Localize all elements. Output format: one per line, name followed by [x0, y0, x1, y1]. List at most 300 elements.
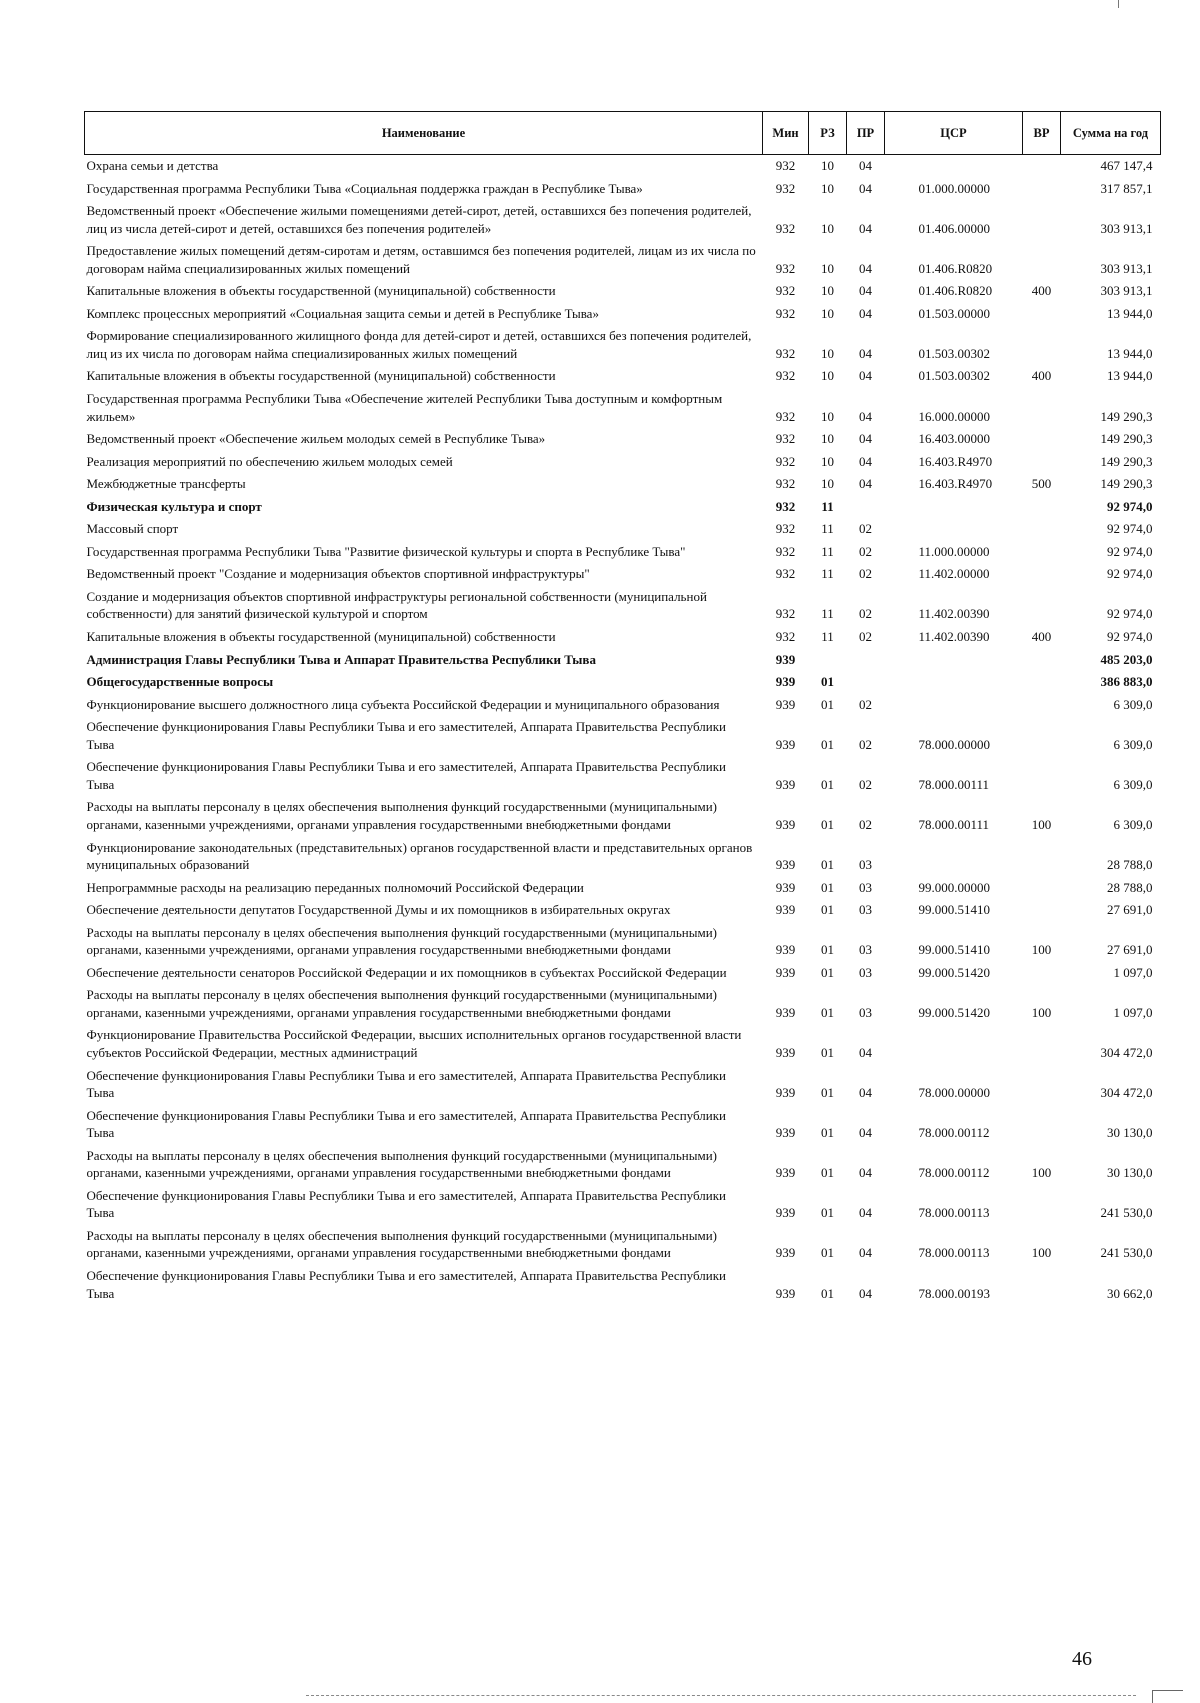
- cell-pr: [847, 496, 885, 519]
- cell-name: Обеспечение функционирования Главы Республики Тыва и его заместителей, Аппарата Правительства Республики Тыва: [86, 719, 726, 752]
- cell-sum: 28 788,0: [1107, 857, 1153, 873]
- cell-vr: [1023, 388, 1061, 428]
- cell-vr: [1023, 1105, 1061, 1145]
- cell-csr: 01.406.R0820: [918, 283, 993, 299]
- cell-pr: 04: [859, 180, 872, 196]
- cell-min: 932: [775, 305, 796, 321]
- cell-rz: 01: [821, 776, 834, 792]
- cell-vr: [1023, 178, 1061, 201]
- cell-rz: 01: [821, 1165, 834, 1181]
- cell-pr: 03: [859, 857, 872, 873]
- budget-table: [84, 111, 1161, 1305]
- cell-rz: 01: [821, 942, 834, 958]
- cell-csr: 01.406.R0820: [918, 260, 993, 276]
- cell-csr: 78.000.00000: [918, 736, 990, 752]
- table-row: [85, 280, 1161, 303]
- cell-sum: 241 530,0: [1100, 1245, 1153, 1261]
- cell-vr: [1023, 1265, 1061, 1305]
- cell-csr: [885, 1024, 1023, 1064]
- cell-pr: 03: [859, 902, 872, 918]
- cell-name: Обеспечение функционирования Главы Республики Тыва и его заместителей, Аппарата Правительства Республики Тыва: [86, 1107, 726, 1141]
- cell-vr: [1023, 496, 1061, 519]
- cell-sum: 1 097,0: [1113, 1004, 1153, 1020]
- cell-pr: 04: [859, 368, 872, 384]
- table-row: [85, 922, 1161, 962]
- header-vr: ВР: [1023, 112, 1061, 155]
- cell-name: Капитальные вложения в объекты государственной (муниципальной) собственности: [86, 283, 556, 299]
- cell-min: 932: [775, 606, 796, 622]
- cell-pr: 04: [859, 158, 872, 173]
- cell-min: 932: [775, 180, 796, 196]
- cell-sum: 6 309,0: [1113, 696, 1153, 712]
- table-header-row: [85, 112, 1161, 155]
- cell-pr: 04: [859, 305, 872, 321]
- cell-csr: 01.503.00000: [918, 305, 990, 321]
- cell-pr: 04: [859, 1205, 872, 1221]
- table-row: [85, 496, 1161, 519]
- cell-pr: 04: [859, 476, 872, 492]
- cell-csr: 16.403.R4970: [918, 476, 993, 492]
- cell-rz: 01: [821, 1085, 834, 1101]
- cell-pr: 02: [859, 543, 872, 559]
- cell-rz: 11: [821, 498, 834, 514]
- cell-pr: 03: [859, 964, 872, 980]
- cell-name: Администрация Главы Республики Тыва и Аппарат Правительства Республики Тыва: [86, 651, 596, 667]
- cell-min: 939: [775, 1085, 796, 1101]
- cell-rz: 10: [821, 453, 834, 469]
- table-row: [85, 178, 1161, 201]
- cell-vr: 500: [1031, 476, 1052, 492]
- cell-csr: 16.403.R4970: [918, 453, 993, 469]
- header-name: Наименование: [85, 112, 763, 155]
- cell-sum: 304 472,0: [1100, 1085, 1153, 1101]
- cell-name: Комплекс процессных мероприятий «Социальная защита семьи и детей в Республике Тыва»: [86, 305, 599, 321]
- table-row: [85, 365, 1161, 388]
- cell-name: Расходы на выплаты персоналу в целях обеспечения выполнения функций государственными (муниципальными) органами, казенными учреждениями, органами управления государственными внебюджетными фондами: [86, 799, 718, 832]
- cell-name: Общегосударственные вопросы: [86, 674, 274, 690]
- page-number: 46: [1072, 1648, 1092, 1670]
- cell-pr: 02: [859, 566, 872, 582]
- table-row: [85, 1265, 1161, 1305]
- cell-name: Обеспечение функционирования Главы Республики Тыва и его заместителей, Аппарата Правительства Республики Тыва: [86, 1267, 726, 1301]
- cell-vr: [1023, 586, 1061, 626]
- header-pr: ПР: [847, 112, 885, 155]
- cell-vr: 400: [1031, 368, 1052, 384]
- cell-rz: 01: [821, 1285, 834, 1301]
- bottom-rule: [306, 1695, 1136, 1696]
- cell-name: Ведомственный проект «Обеспечение жилыми помещениями детей-сирот, детей, оставшихся без попечения родителей, лиц из числа детей-сирот и детей, оставшихся без попечения родителей»: [86, 203, 752, 236]
- cell-min: 932: [775, 629, 796, 645]
- cell-pr: 02: [859, 629, 872, 645]
- cell-rz: 10: [821, 305, 834, 321]
- cell-rz: 01: [821, 736, 834, 752]
- cell-min: 939: [775, 1125, 796, 1141]
- table-row: [85, 1105, 1161, 1145]
- cell-pr: 04: [859, 345, 872, 361]
- cell-min: 932: [775, 158, 796, 173]
- cell-vr: [1023, 240, 1061, 280]
- cell-csr: 01.503.00302: [918, 345, 990, 361]
- cell-min: 939: [775, 1165, 796, 1181]
- budget-table-container: [84, 111, 1160, 1305]
- cell-vr: 100: [1031, 816, 1052, 832]
- cell-pr: 03: [859, 879, 872, 895]
- cell-csr: 99.000.51420: [918, 1004, 990, 1020]
- cell-name: Реализация мероприятий по обеспечению жильем молодых семей: [86, 453, 453, 469]
- cell-rz: 01: [821, 1125, 834, 1141]
- cell-vr: [1023, 899, 1061, 922]
- cell-min: 932: [775, 521, 796, 537]
- cell-rz: 10: [821, 220, 834, 236]
- cell-min: 939: [775, 857, 796, 873]
- cell-vr: [1023, 877, 1061, 900]
- cell-pr: 04: [859, 1165, 872, 1181]
- table-row: [85, 649, 1161, 672]
- cell-csr: [885, 155, 1023, 178]
- cell-min: 939: [775, 736, 796, 752]
- cell-sum: 303 913,1: [1100, 283, 1153, 299]
- cell-vr: [1023, 563, 1061, 586]
- cell-pr: 04: [859, 1245, 872, 1261]
- cell-name: Обеспечение функционирования Главы Республики Тыва и его заместителей, Аппарата Правительства Республики Тыва: [86, 759, 726, 792]
- table-row: [85, 240, 1161, 280]
- cell-vr: [1023, 756, 1061, 796]
- table-row: [85, 155, 1161, 178]
- cell-sum: 92 974,0: [1107, 606, 1153, 622]
- cell-name: Ведомственный проект "Создание и модернизация объектов спортивной инфраструктуры": [86, 566, 590, 582]
- cell-min: 939: [775, 1004, 796, 1020]
- cell-rz: 11: [821, 521, 834, 537]
- cell-vr: [1023, 671, 1061, 694]
- cell-sum: 28 788,0: [1107, 879, 1153, 895]
- cell-min: 932: [775, 260, 796, 276]
- cell-sum: 303 913,1: [1100, 220, 1153, 236]
- cell-min: 939: [775, 776, 796, 792]
- table-row: [85, 1024, 1161, 1064]
- cell-min: 932: [775, 431, 796, 447]
- cell-rz: 11: [821, 566, 834, 582]
- cell-vr: [1023, 837, 1061, 877]
- cell-pr: 02: [859, 696, 872, 712]
- cell-sum: 30 130,0: [1107, 1125, 1153, 1141]
- cell-csr: 78.000.00000: [918, 1085, 990, 1101]
- cell-vr: [1023, 303, 1061, 326]
- cell-csr: 11.402.00390: [918, 606, 990, 622]
- cell-csr: [885, 518, 1023, 541]
- cell-rz: 11: [821, 606, 834, 622]
- cell-vr: [1023, 200, 1061, 240]
- table-row: [85, 586, 1161, 626]
- cell-name: Обеспечение функционирования Главы Республики Тыва и его заместителей, Аппарата Правительства Республики Тыва: [86, 1067, 726, 1101]
- cell-vr: [1023, 649, 1061, 672]
- cell-min: 939: [775, 674, 796, 690]
- cell-sum: 149 290,3: [1100, 453, 1153, 469]
- cell-rz: 11: [821, 629, 834, 645]
- cell-pr: 04: [859, 431, 872, 447]
- cell-pr: 02: [859, 816, 872, 832]
- cell-vr: [1023, 962, 1061, 985]
- cell-csr: 78.000.00193: [918, 1285, 990, 1301]
- cell-vr: [1023, 1024, 1061, 1064]
- table-row: [85, 626, 1161, 649]
- cell-sum: 304 472,0: [1100, 1044, 1153, 1060]
- cell-rz: 01: [821, 816, 834, 832]
- cell-sum: 149 290,3: [1100, 408, 1153, 424]
- cell-vr: [1023, 428, 1061, 451]
- table-row: [85, 325, 1161, 365]
- cell-pr: 02: [859, 736, 872, 752]
- cell-name: Предоставление жилых помещений детям-сиротам и детям, оставшимся без попечения родителей, лицам из их числа по договорам найма специализированных жилых помещений: [86, 243, 756, 276]
- cell-rz: 10: [821, 408, 834, 424]
- cell-sum: 317 857,1: [1100, 180, 1153, 196]
- cell-rz: 10: [821, 476, 834, 492]
- cell-vr: 400: [1031, 629, 1052, 645]
- cell-pr: [847, 649, 885, 672]
- cell-min: 939: [775, 1285, 796, 1301]
- cell-pr: 04: [859, 283, 872, 299]
- cell-name: Государственная программа Республики Тыва «Обеспечение жителей Республики Тыва доступным и комфортным жильем»: [86, 391, 723, 424]
- cell-pr: 04: [859, 220, 872, 236]
- cell-vr: [1023, 155, 1061, 178]
- cell-sum: 149 290,3: [1100, 476, 1153, 492]
- header-rz: РЗ: [809, 112, 847, 155]
- cell-csr: 99.000.51410: [918, 902, 990, 918]
- cell-name: Функционирование законодательных (представительных) органов государственной власти и представительных органов муниципальных образований: [86, 839, 753, 873]
- cell-vr: 100: [1031, 1004, 1052, 1020]
- cell-rz: 01: [821, 1004, 834, 1020]
- cell-csr: 16.000.00000: [918, 408, 990, 424]
- cell-name: Массовый спорт: [86, 521, 179, 537]
- table-row: [85, 473, 1161, 496]
- table-row: [85, 388, 1161, 428]
- cell-csr: 01.000.00000: [918, 180, 990, 196]
- cell-name: Обеспечение деятельности депутатов Государственной Думы и их помощников в избирательных округах: [86, 902, 671, 918]
- table-row: [85, 694, 1161, 717]
- cell-csr: [885, 649, 1023, 672]
- header-csr: ЦСР: [885, 112, 1023, 155]
- table-row: [85, 451, 1161, 474]
- cell-csr: 78.000.00111: [918, 816, 990, 832]
- cell-min: 932: [775, 220, 796, 236]
- cell-sum: 149 290,3: [1100, 431, 1153, 447]
- cell-rz: [809, 649, 847, 672]
- corner-mark: [1152, 1690, 1183, 1703]
- table-row: [85, 563, 1161, 586]
- cell-csr: [885, 496, 1023, 519]
- cell-rz: 10: [821, 368, 834, 384]
- cell-sum: 27 691,0: [1107, 902, 1153, 918]
- cell-rz: 10: [821, 180, 834, 196]
- cell-vr: 100: [1031, 1165, 1052, 1181]
- cell-name: Государственная программа Республики Тыва «Социальная поддержка граждан в Республике Тыва»: [86, 180, 643, 196]
- cell-rz: 01: [821, 1245, 834, 1261]
- cell-vr: 400: [1031, 283, 1052, 299]
- table-row: [85, 984, 1161, 1024]
- cell-pr: 04: [859, 1085, 872, 1101]
- cell-rz: 01: [821, 696, 834, 712]
- cell-name: Расходы на выплаты персоналу в целях обеспечения выполнения функций государственными (муниципальными) органами, казенными учреждениями, органами управления государственными внебюджетными фондами: [86, 1147, 718, 1181]
- cell-min: 932: [775, 566, 796, 582]
- table-row: [85, 877, 1161, 900]
- cell-min: 932: [775, 368, 796, 384]
- cell-pr: 04: [859, 408, 872, 424]
- cell-csr: 11.402.00000: [918, 566, 990, 582]
- table-row: [85, 200, 1161, 240]
- cell-pr: 04: [859, 1125, 872, 1141]
- cell-csr: 11.000.00000: [918, 543, 990, 559]
- cell-csr: 01.503.00302: [918, 368, 990, 384]
- cell-min: 939: [775, 964, 796, 980]
- cell-min: 939: [775, 816, 796, 832]
- cell-min: 939: [775, 942, 796, 958]
- cell-sum: 92 974,0: [1107, 498, 1153, 514]
- cell-rz: 01: [821, 964, 834, 980]
- cell-sum: 6 309,0: [1113, 736, 1153, 752]
- cell-min: 939: [775, 1205, 796, 1221]
- table-row: [85, 756, 1161, 796]
- cell-vr: [1023, 325, 1061, 365]
- cell-csr: 11.402.00390: [918, 629, 990, 645]
- cell-name: Капитальные вложения в объекты государственной (муниципальной) собственности: [86, 368, 556, 384]
- cell-csr: [885, 694, 1023, 717]
- cell-rz: 01: [821, 1044, 834, 1060]
- table-row: [85, 716, 1161, 756]
- cell-vr: [1023, 1065, 1061, 1105]
- table-row: [85, 796, 1161, 836]
- cell-rz: 10: [821, 345, 834, 361]
- cell-sum: 241 530,0: [1100, 1205, 1153, 1221]
- cell-name: Капитальные вложения в объекты государственной (муниципальной) собственности: [86, 629, 556, 645]
- cell-rz: 10: [821, 260, 834, 276]
- cell-csr: 78.000.00111: [918, 776, 990, 792]
- cell-sum: 30 662,0: [1107, 1285, 1153, 1301]
- cell-min: 932: [775, 453, 796, 469]
- cell-sum: 13 944,0: [1107, 305, 1153, 321]
- cell-min: 932: [775, 476, 796, 492]
- cell-sum: 303 913,1: [1100, 260, 1153, 276]
- cell-csr: 78.000.00112: [918, 1165, 990, 1181]
- cell-csr: 01.406.00000: [918, 220, 990, 236]
- cell-vr: [1023, 518, 1061, 541]
- cell-min: 932: [775, 498, 796, 514]
- cell-min: 939: [775, 1044, 796, 1060]
- table-row: [85, 1225, 1161, 1265]
- cell-name: Обеспечение функционирования Главы Республики Тыва и его заместителей, Аппарата Правительства Республики Тыва: [86, 1187, 726, 1221]
- cell-sum: 485 203,0: [1100, 651, 1153, 667]
- cell-min: 932: [775, 543, 796, 559]
- cell-name: Обеспечение деятельности сенаторов Российской Федерации и их помощников в субъектах Российской Федерации: [86, 964, 727, 980]
- cell-sum: 6 309,0: [1113, 816, 1153, 832]
- cell-min: 939: [775, 879, 796, 895]
- cell-name: Государственная программа Республики Тыва "Развитие физической культуры и спорта в Республике Тыва": [86, 543, 686, 559]
- cell-rz: 01: [821, 902, 834, 918]
- cell-min: 939: [775, 696, 796, 712]
- table-row: [85, 899, 1161, 922]
- cell-csr: 78.000.00112: [918, 1125, 990, 1141]
- cell-sum: 386 883,0: [1100, 674, 1153, 690]
- cell-rz: 01: [821, 857, 834, 873]
- cell-min: 932: [775, 408, 796, 424]
- cell-pr: [847, 671, 885, 694]
- cell-pr: 04: [859, 1285, 872, 1301]
- cell-vr: [1023, 694, 1061, 717]
- cell-pr: 02: [859, 521, 872, 537]
- cell-sum: 92 974,0: [1107, 629, 1153, 645]
- cell-rz: 01: [821, 879, 834, 895]
- cell-sum: 27 691,0: [1107, 942, 1153, 958]
- table-body: [85, 155, 1161, 1306]
- cell-min: 932: [775, 345, 796, 361]
- cell-vr: 100: [1031, 1245, 1052, 1261]
- cell-rz: 01: [821, 674, 834, 690]
- cell-rz: 01: [821, 1205, 834, 1221]
- cell-min: 939: [775, 902, 796, 918]
- cell-vr: 100: [1031, 942, 1052, 958]
- cell-sum: 467 147,4: [1100, 158, 1153, 173]
- cell-min: 939: [775, 1245, 796, 1261]
- cell-pr: 04: [859, 1044, 872, 1060]
- cell-name: Создание и модернизация объектов спортивной инфраструктуры региональной собственности (муниципальной собственности) для занятий физической культурой и спортом: [86, 588, 707, 622]
- header-min: Мин: [763, 112, 809, 155]
- cell-vr: [1023, 1185, 1061, 1225]
- cell-name: Расходы на выплаты персоналу в целях обеспечения выполнения функций государственными (муниципальными) органами, казенными учреждениями, органами управления государственными внебюджетными фондами: [86, 1227, 718, 1261]
- cell-vr: [1023, 716, 1061, 756]
- cell-sum: 13 944,0: [1107, 345, 1153, 361]
- table-row: [85, 1145, 1161, 1185]
- table-row: [85, 428, 1161, 451]
- cell-pr: 03: [859, 1004, 872, 1020]
- cell-pr: 04: [859, 453, 872, 469]
- cell-name: Расходы на выплаты персоналу в целях обеспечения выполнения функций государственными (муниципальными) органами, казенными учреждениями, органами управления государственными внебюджетными фондами: [86, 924, 718, 958]
- cell-sum: 92 974,0: [1107, 566, 1153, 582]
- table-row: [85, 303, 1161, 326]
- cell-pr: 03: [859, 942, 872, 958]
- cell-csr: [885, 837, 1023, 877]
- cell-csr: 78.000.00113: [918, 1245, 990, 1261]
- cell-sum: 92 974,0: [1107, 543, 1153, 559]
- scan-mark: [1118, 0, 1119, 8]
- cell-rz: 10: [821, 283, 834, 299]
- cell-rz: 11: [821, 543, 834, 559]
- cell-name: Расходы на выплаты персоналу в целях обеспечения выполнения функций государственными (муниципальными) органами, казенными учреждениями, органами управления государственными внебюджетными фондами: [86, 987, 718, 1020]
- cell-name: Функционирование Правительства Российской Федерации, высших исполнительных органов государственной власти субъектов Российской Федерации, местных администраций: [86, 1027, 742, 1060]
- cell-sum: 6 309,0: [1113, 776, 1153, 792]
- cell-csr: 99.000.51410: [918, 942, 990, 958]
- cell-pr: 02: [859, 606, 872, 622]
- cell-name: Функционирование высшего должностного лица субъекта Российской Федерации и муниципального образования: [86, 696, 720, 712]
- table-row: [85, 837, 1161, 877]
- cell-sum: 13 944,0: [1107, 368, 1153, 384]
- cell-csr: 78.000.00113: [918, 1205, 990, 1221]
- cell-min: 932: [775, 283, 796, 299]
- cell-sum: 92 974,0: [1107, 521, 1153, 537]
- table-row: [85, 518, 1161, 541]
- table-row: [85, 962, 1161, 985]
- table-row: [85, 671, 1161, 694]
- cell-sum: 30 130,0: [1107, 1165, 1153, 1181]
- cell-rz: 10: [821, 158, 834, 173]
- cell-sum: 1 097,0: [1113, 964, 1153, 980]
- cell-name: Межбюджетные трансферты: [86, 476, 246, 492]
- header-sum: Сумма на год: [1061, 112, 1161, 155]
- cell-min: 939: [775, 651, 796, 667]
- cell-name: Формирование специализированного жилищного фонда для детей-сирот и детей, оставшихся без попечения родителей, лиц из их числа по договорам найма специализированных жилых помещений: [86, 328, 752, 361]
- cell-vr: [1023, 541, 1061, 564]
- cell-pr: 02: [859, 776, 872, 792]
- cell-csr: [885, 671, 1023, 694]
- cell-name: Охрана семьи и детства: [86, 158, 219, 173]
- cell-csr: 99.000.00000: [918, 879, 990, 895]
